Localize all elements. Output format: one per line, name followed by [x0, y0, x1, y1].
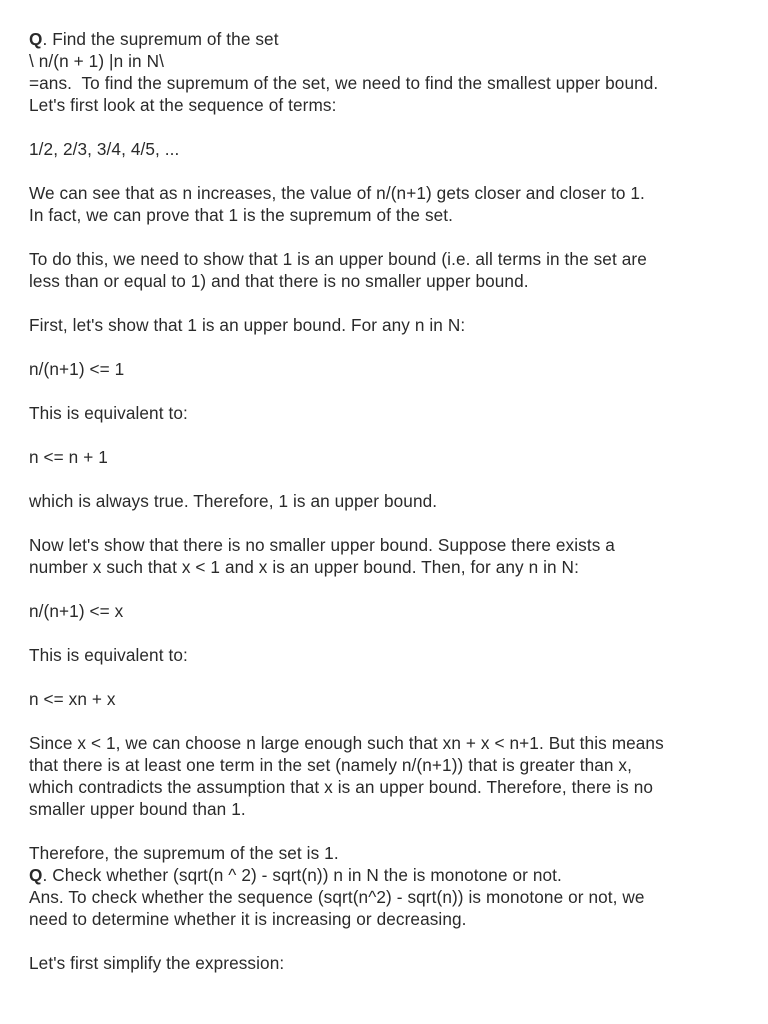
spacer — [29, 468, 749, 490]
spacer — [29, 512, 749, 534]
question-text: . Find the supremum of the set — [42, 29, 279, 49]
spacer — [29, 622, 749, 644]
spacer — [29, 226, 749, 248]
equation: n <= xn + x — [29, 689, 116, 709]
question-label: Q — [29, 29, 43, 49]
set-definition: \ n/(n + 1) |n in N\ — [29, 51, 164, 71]
paragraph-line: which contradicts the assumption that x is an upper bound. Therefore, there is no — [29, 777, 654, 797]
paragraph-line: In fact, we can prove that 1 is the supremum of the set. — [29, 205, 454, 225]
answer-intro: =ans. To find the supremum of the set, we need to find the smallest upper bound. — [29, 73, 659, 93]
spacer — [29, 160, 749, 182]
spacer — [29, 666, 749, 688]
equation: n <= n + 1 — [29, 447, 108, 467]
sequence-intro: Let's first look at the sequence of terms: — [29, 95, 337, 115]
question-2 — [29, 864, 749, 886]
paragraph-line: This is equivalent to: — [29, 645, 188, 665]
paragraph-line: number x such that x < 1 and x is an upper bound. Then, for any n in N: — [29, 557, 579, 577]
spacer — [29, 116, 749, 138]
paragraph-line: less than or equal to 1) and that there is no smaller upper bound. — [29, 271, 529, 291]
document-body — [29, 28, 749, 974]
answer-line: need to determine whether it is increasing or decreasing. — [29, 909, 467, 929]
answer-line: Ans. To check whether the sequence (sqrt(n^2) - sqrt(n)) is monotone or not, we — [29, 887, 645, 907]
paragraph-line: This is equivalent to: — [29, 403, 188, 423]
question-text: . Check whether (sqrt(n ^ 2) - sqrt(n)) n in N the is monotone or not. — [42, 865, 562, 885]
paragraph-line: which is always true. Therefore, 1 is an upper bound. — [29, 491, 438, 511]
question-1 — [29, 28, 749, 50]
paragraph-line: Let's first simplify the expression: — [29, 953, 285, 973]
paragraph-line: Since x < 1, we can choose n large enough such that xn + x < n+1. But this means — [29, 733, 664, 753]
spacer — [29, 292, 749, 314]
sequence-terms: 1/2, 2/3, 3/4, 4/5, ... — [29, 139, 180, 159]
paragraph-line: To do this, we need to show that 1 is an upper bound (i.e. all terms in the set are — [29, 249, 647, 269]
paragraph-line: smaller upper bound than 1. — [29, 799, 246, 819]
question-label: Q — [29, 865, 43, 885]
spacer — [29, 820, 749, 842]
paragraph-line: Now let's show that there is no smaller upper bound. Suppose there exists a — [29, 535, 615, 555]
spacer — [29, 380, 749, 402]
paragraph-line: We can see that as n increases, the value of n/(n+1) gets closer and closer to 1. — [29, 183, 645, 203]
equation: n/(n+1) <= x — [29, 601, 124, 621]
spacer — [29, 710, 749, 732]
spacer — [29, 578, 749, 600]
conclusion: Therefore, the supremum of the set is 1. — [29, 843, 339, 863]
paragraph-line: that there is at least one term in the set (namely n/(n+1)) that is greater than x, — [29, 755, 632, 775]
paragraph-line: First, let's show that 1 is an upper bound. For any n in N: — [29, 315, 466, 335]
spacer — [29, 424, 749, 446]
spacer — [29, 930, 749, 952]
spacer — [29, 336, 749, 358]
equation: n/(n+1) <= 1 — [29, 359, 125, 379]
